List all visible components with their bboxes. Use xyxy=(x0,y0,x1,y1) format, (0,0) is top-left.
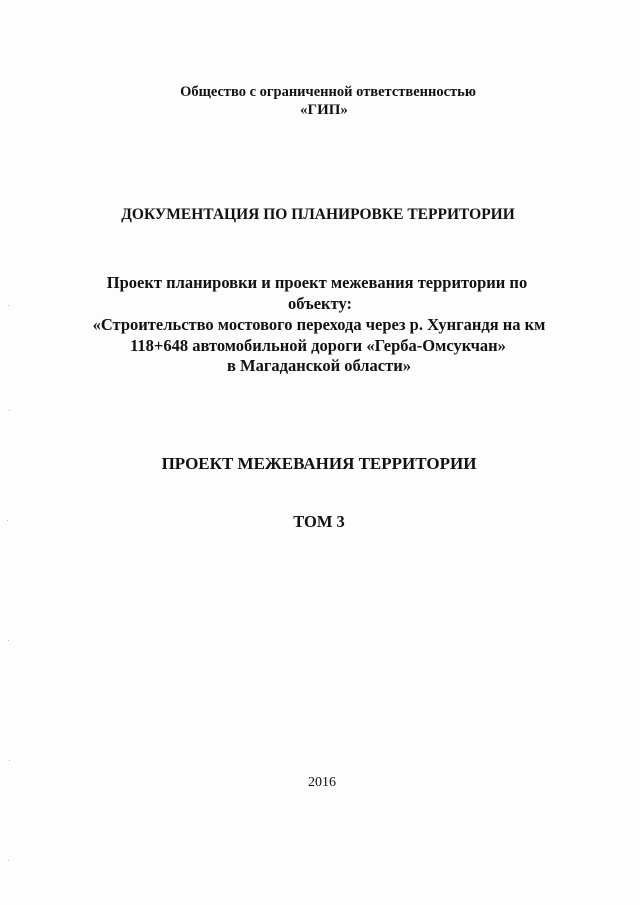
scan-speck xyxy=(9,410,10,411)
organization-name-line-1: Общество с ограниченной ответственностью xyxy=(180,84,476,100)
project-description-line-3: «Строительство мостового перехода через р. Хунгандя на км xyxy=(92,315,546,334)
scan-speck xyxy=(8,860,9,861)
project-description-line-1: Проект планировки и проект межевания территории по xyxy=(106,273,528,292)
scan-speck xyxy=(8,640,9,641)
scan-speck xyxy=(7,520,8,521)
scan-speck xyxy=(8,305,9,306)
document-title: ДОКУМЕНТАЦИЯ ПО ПЛАНИРОВКЕ ТЕРРИТОРИИ xyxy=(121,206,515,223)
organization-name-line-2: «ГИП» xyxy=(300,102,348,118)
scan-speck xyxy=(9,760,10,761)
project-description-line-4: 118+648 автомобильной дороги «Герба-Омсукчан» xyxy=(130,336,506,355)
publication-year: 2016 xyxy=(308,775,336,790)
volume-number: ТОМ 3 xyxy=(293,512,345,531)
project-description-line-2: объекту: xyxy=(288,294,352,313)
project-description-line-5: в Магаданской области» xyxy=(227,356,411,375)
section-title: ПРОЕКТ МЕЖЕВАНИЯ ТЕРРИТОРИИ xyxy=(161,454,477,473)
